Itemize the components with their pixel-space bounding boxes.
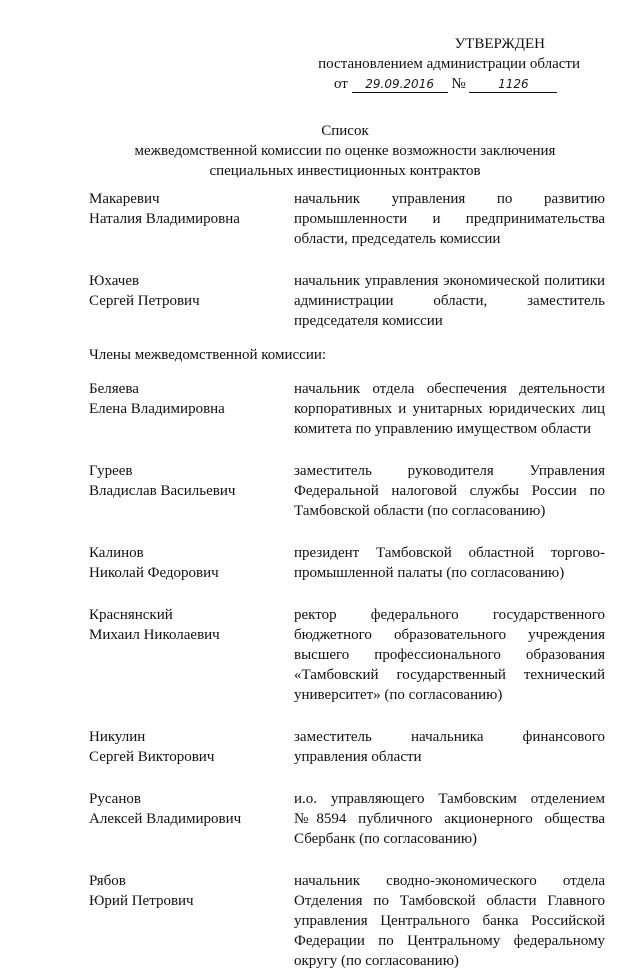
list-subtitle-line-1: межведомственной комиссии по оценке возможности заключения <box>134 143 556 159</box>
person-name <box>89 189 294 249</box>
surname: Макаревич <box>89 191 160 207</box>
member-row <box>89 379 605 439</box>
commission-list <box>89 189 605 971</box>
surname: Русанов <box>89 791 141 807</box>
person-role: заместитель руководителя Управления Федеральной налоговой службы России по Тамбовской области (по согласованию) <box>294 463 605 519</box>
person-name <box>89 461 294 521</box>
members-heading: Члены межведомственной комиссии: <box>89 347 327 363</box>
person-name <box>89 605 294 705</box>
given-names: Сергей Викторович <box>89 749 215 765</box>
person-role: президент Тамбовской областной торгово-промышленной палаты (по согласованию) <box>294 545 605 581</box>
list-subtitle-line-2: специальных инвестиционных контрактов <box>209 163 481 179</box>
person-name <box>89 727 294 767</box>
leader-row <box>89 189 605 249</box>
given-names: Юрий Петрович <box>89 893 194 909</box>
person-role: заместитель начальника финансового управления области <box>294 729 605 765</box>
list-title: Список <box>321 123 369 139</box>
given-names: Михаил Николаевич <box>89 627 220 643</box>
member-row <box>89 789 605 849</box>
approval-date-line <box>334 74 590 94</box>
member-row <box>89 461 605 521</box>
leader-row <box>89 271 605 331</box>
surname: Юхачев <box>89 273 140 289</box>
surname: Беляева <box>89 381 139 397</box>
given-names: Владислав Васильевич <box>89 483 236 499</box>
person-role: начальник управления экономической политики администрации области, заместитель председателя комиссии <box>294 273 605 329</box>
surname: Рябов <box>89 873 126 889</box>
person-name <box>89 871 294 971</box>
person-name <box>89 379 294 439</box>
surname: Никулин <box>89 729 146 745</box>
person-role: и.о. управляющего Тамбовским отделением №8594 публичного акционерного общества Сбербанк (по согласованию) <box>294 791 605 847</box>
member-row <box>89 727 605 767</box>
surname: Гуреев <box>89 463 133 479</box>
person-role: начальник отдела обеспечения деятельности корпоративных и унитарных юридических лиц комитета по управлению имуществом области <box>294 381 605 437</box>
person-name <box>89 789 294 849</box>
approval-stamp <box>290 34 590 94</box>
surname: Краснянский <box>89 607 173 623</box>
person-name <box>89 271 294 331</box>
given-names: Алексей Владимирович <box>89 811 242 827</box>
surname: Калинов <box>89 545 144 561</box>
member-row <box>89 871 605 971</box>
date-prefix: от <box>334 76 348 92</box>
person-role: ректор федерального государственного бюджетного образовательного учреждения высшего профессионального образования «Тамбовский государственный технический университет» (по согласованию) <box>294 607 605 703</box>
list-title-block <box>60 121 630 181</box>
approval-number: 1126 <box>469 76 557 93</box>
member-row <box>89 605 605 705</box>
given-names: Елена Владимировна <box>89 401 225 417</box>
person-role: начальник сводно-экономического отдела Отделения по Тамбовской области Главного управления Центрального банка Российской Федерации по Центральному федеральному округу (по согласованию) <box>294 873 605 969</box>
person-name <box>89 543 294 583</box>
number-prefix: № <box>451 76 466 92</box>
approval-by: постановлением администрации области <box>318 56 580 72</box>
given-names: Николай Федорович <box>89 565 219 581</box>
person-role: начальник управления по развитию промышленности и предпринимательства области, председатель комиссии <box>294 191 605 247</box>
given-names: Наталия Владимировна <box>89 211 240 227</box>
given-names: Сергей Петрович <box>89 293 200 309</box>
approval-date: 29.09.2016 <box>352 76 448 93</box>
member-row <box>89 543 605 583</box>
approval-title: УТВЕРЖДЕН <box>454 36 545 52</box>
